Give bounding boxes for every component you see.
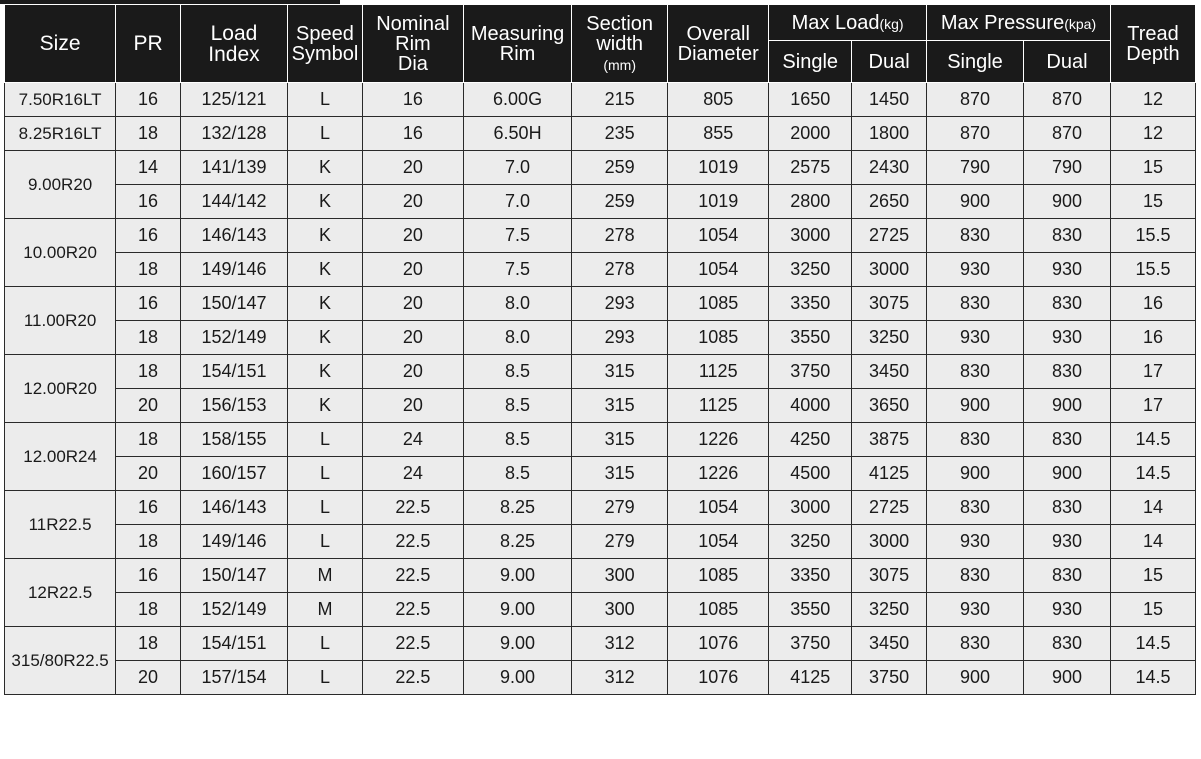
cell-tread-depth: 17: [1110, 389, 1195, 423]
cell-load-index: 149/146: [180, 525, 287, 559]
cell-pressure-dual: 830: [1024, 559, 1111, 593]
cell-speed-symbol: L: [288, 457, 363, 491]
cell-pr: 18: [116, 525, 181, 559]
cell-pressure-single: 900: [926, 185, 1023, 219]
cell-speed-symbol: K: [288, 287, 363, 321]
cell-section-width: 259: [572, 185, 668, 219]
header-load-index-line2: Index: [208, 42, 260, 66]
cell-overall-diameter: 1076: [668, 627, 769, 661]
cell-tread-depth: 15: [1110, 593, 1195, 627]
cell-pr: 18: [116, 423, 181, 457]
cell-rim-dia: 16: [362, 117, 463, 151]
cell-pr: 14: [116, 151, 181, 185]
cell-overall-diameter: 1019: [668, 185, 769, 219]
table-row: [5, 83, 1196, 117]
cell-speed-symbol: K: [288, 185, 363, 219]
header-nominal-line1: Nominal: [376, 12, 450, 35]
header-section-unit: (mm): [603, 56, 636, 73]
cell-load-dual: 3450: [852, 355, 927, 389]
cell-tread-depth: 16: [1110, 321, 1195, 355]
cell-tread-depth: 16: [1110, 287, 1195, 321]
cell-size: 12.00R20: [5, 355, 116, 423]
cell-measuring-rim: 9.00: [463, 661, 571, 695]
cell-measuring-rim: 8.5: [463, 457, 571, 491]
cell-pr: 20: [116, 661, 181, 695]
cell-tread-depth: 14.5: [1110, 661, 1195, 695]
header-pressure-dual-label: Dual: [1046, 50, 1088, 73]
cell-load-dual: 1800: [852, 117, 927, 151]
header-measuring-line2: Rim: [499, 42, 536, 65]
cell-section-width: 279: [572, 525, 668, 559]
header-tread-line1: Tread: [1127, 22, 1179, 45]
header-pressure-single: [926, 41, 1023, 83]
cell-measuring-rim: 8.5: [463, 355, 571, 389]
cell-measuring-rim: 6.50H: [463, 117, 571, 151]
cell-tread-depth: 12: [1110, 83, 1195, 117]
cell-load-single: 3250: [769, 253, 852, 287]
cell-load-index: 144/142: [180, 185, 287, 219]
table-row: [5, 321, 1196, 355]
cell-rim-dia: 20: [362, 185, 463, 219]
cell-overall-diameter: 805: [668, 83, 769, 117]
cell-pressure-dual: 930: [1024, 593, 1111, 627]
cell-load-dual: 3000: [852, 525, 927, 559]
cell-measuring-rim: 7.0: [463, 151, 571, 185]
cell-load-dual: 3250: [852, 321, 927, 355]
cell-load-index: 157/154: [180, 661, 287, 695]
header-load-single: [769, 41, 852, 83]
cell-tread-depth: 15: [1110, 185, 1195, 219]
cell-section-width: 259: [572, 151, 668, 185]
table-row: [5, 355, 1196, 389]
cell-overall-diameter: 1054: [668, 219, 769, 253]
cell-load-dual: 3650: [852, 389, 927, 423]
cell-pressure-dual: 900: [1024, 389, 1111, 423]
table-row: [5, 389, 1196, 423]
cell-section-width: 300: [572, 593, 668, 627]
header-measuring-line1: Measuring: [470, 22, 565, 45]
cell-tread-depth: 15.5: [1110, 219, 1195, 253]
cell-section-width: 235: [572, 117, 668, 151]
header-section-line2: width: [596, 32, 644, 55]
cell-overall-diameter: 1226: [668, 423, 769, 457]
cell-rim-dia: 22.5: [362, 491, 463, 525]
cell-pr: 16: [116, 491, 181, 525]
cell-rim-dia: 20: [362, 355, 463, 389]
cell-overall-diameter: 1085: [668, 559, 769, 593]
cell-overall-diameter: 1054: [668, 525, 769, 559]
table-header: [5, 5, 1196, 83]
table-row: [5, 423, 1196, 457]
table-row: [5, 287, 1196, 321]
cell-section-width: 315: [572, 355, 668, 389]
cell-rim-dia: 20: [362, 321, 463, 355]
cell-measuring-rim: 8.25: [463, 491, 571, 525]
cell-speed-symbol: K: [288, 389, 363, 423]
header-load-dual: [852, 41, 927, 83]
header-load-single-label: Single: [782, 50, 839, 73]
table-row: [5, 457, 1196, 491]
cell-pressure-dual: 930: [1024, 525, 1111, 559]
cell-pr: 16: [116, 219, 181, 253]
cell-pressure-single: 830: [926, 287, 1023, 321]
cell-load-dual: 3250: [852, 593, 927, 627]
cell-pressure-dual: 930: [1024, 253, 1111, 287]
cell-pressure-single: 830: [926, 627, 1023, 661]
cell-tread-depth: 12: [1110, 117, 1195, 151]
cell-load-single: 4125: [769, 661, 852, 695]
cell-tread-depth: 15: [1110, 151, 1195, 185]
cell-load-dual: 3450: [852, 627, 927, 661]
cell-load-dual: 2650: [852, 185, 927, 219]
table-row: [5, 559, 1196, 593]
cell-pr: 16: [116, 559, 181, 593]
cell-section-width: 315: [572, 389, 668, 423]
cell-tread-depth: 14.5: [1110, 457, 1195, 491]
cell-overall-diameter: 1085: [668, 321, 769, 355]
cell-load-dual: 3075: [852, 559, 927, 593]
cell-pr: 18: [116, 627, 181, 661]
cell-pr: 18: [116, 593, 181, 627]
header-overall-diameter: [668, 5, 769, 83]
header-speed-line2: Symbol: [291, 42, 359, 65]
cell-load-single: 3750: [769, 627, 852, 661]
cell-rim-dia: 24: [362, 423, 463, 457]
cell-speed-symbol: L: [288, 491, 363, 525]
cell-measuring-rim: 9.00: [463, 559, 571, 593]
cell-size: 11R22.5: [5, 491, 116, 559]
cell-load-dual: 3875: [852, 423, 927, 457]
cell-size: 9.00R20: [5, 151, 116, 219]
cell-load-single: 4000: [769, 389, 852, 423]
header-load-index: [180, 5, 287, 83]
cell-size: 7.50R16LT: [5, 83, 116, 117]
cell-section-width: 293: [572, 321, 668, 355]
header-pr: [116, 5, 181, 83]
cell-pressure-single: 830: [926, 355, 1023, 389]
cell-size: 12R22.5: [5, 559, 116, 627]
cell-pressure-single: 830: [926, 423, 1023, 457]
cell-speed-symbol: K: [288, 219, 363, 253]
cell-pressure-single: 830: [926, 491, 1023, 525]
cell-overall-diameter: 1226: [668, 457, 769, 491]
cell-load-dual: 3000: [852, 253, 927, 287]
cell-load-dual: 2725: [852, 219, 927, 253]
cell-tread-depth: 15.5: [1110, 253, 1195, 287]
cell-overall-diameter: 1125: [668, 355, 769, 389]
header-tread-line2: Depth: [1126, 42, 1180, 65]
cell-pr: 18: [116, 355, 181, 389]
cell-overall-diameter: 855: [668, 117, 769, 151]
cell-rim-dia: 24: [362, 457, 463, 491]
cell-pressure-dual: 930: [1024, 321, 1111, 355]
cell-rim-dia: 22.5: [362, 661, 463, 695]
cell-speed-symbol: L: [288, 525, 363, 559]
header-row-top: [5, 5, 1196, 41]
cell-rim-dia: 16: [362, 83, 463, 117]
cell-pressure-single: 900: [926, 457, 1023, 491]
cell-measuring-rim: 9.00: [463, 627, 571, 661]
cell-pressure-dual: 830: [1024, 287, 1111, 321]
cell-rim-dia: 22.5: [362, 559, 463, 593]
header-load-dual-label: Dual: [868, 50, 910, 73]
cell-pr: 16: [116, 83, 181, 117]
header-overall-line1: Overall: [686, 22, 750, 45]
cell-load-index: 125/121: [180, 83, 287, 117]
cell-pressure-dual: 830: [1024, 219, 1111, 253]
cell-load-index: 156/153: [180, 389, 287, 423]
cell-speed-symbol: K: [288, 151, 363, 185]
cell-pressure-single: 900: [926, 389, 1023, 423]
cell-load-dual: 4125: [852, 457, 927, 491]
header-section-width: [572, 5, 668, 83]
cell-pressure-dual: 830: [1024, 491, 1111, 525]
table-body: [5, 83, 1196, 695]
header-max-pressure: [926, 5, 1110, 41]
table-row: [5, 661, 1196, 695]
cell-section-width: 312: [572, 661, 668, 695]
header-nominal-rim-dia: [362, 5, 463, 83]
cell-measuring-rim: 8.0: [463, 321, 571, 355]
cell-load-single: 3350: [769, 559, 852, 593]
cell-size: 11.00R20: [5, 287, 116, 355]
table-row: [5, 593, 1196, 627]
header-max-pressure-unit: (kpa): [1064, 15, 1097, 32]
cell-pressure-dual: 830: [1024, 355, 1111, 389]
cell-section-width: 279: [572, 491, 668, 525]
cell-pressure-single: 830: [926, 219, 1023, 253]
header-speed-line1: Speed: [296, 22, 354, 45]
cell-speed-symbol: M: [288, 559, 363, 593]
cell-load-index: 152/149: [180, 593, 287, 627]
cell-overall-diameter: 1019: [668, 151, 769, 185]
header-pressure-single-label: Single: [947, 50, 1003, 73]
cell-rim-dia: 20: [362, 287, 463, 321]
cell-size: 10.00R20: [5, 219, 116, 287]
cell-load-index: 158/155: [180, 423, 287, 457]
table-row: [5, 491, 1196, 525]
tire-spec-table: [4, 4, 1196, 695]
cell-speed-symbol: L: [288, 661, 363, 695]
cell-overall-diameter: 1054: [668, 253, 769, 287]
cell-load-dual: 2725: [852, 491, 927, 525]
cell-measuring-rim: 8.5: [463, 423, 571, 457]
cell-pressure-dual: 870: [1024, 117, 1111, 151]
cell-overall-diameter: 1076: [668, 661, 769, 695]
cell-pressure-dual: 900: [1024, 185, 1111, 219]
cell-measuring-rim: 7.5: [463, 219, 571, 253]
header-size-label: Size: [39, 32, 81, 55]
cell-size: 315/80R22.5: [5, 627, 116, 695]
cell-load-dual: 2430: [852, 151, 927, 185]
cell-measuring-rim: 8.5: [463, 389, 571, 423]
cell-pressure-dual: 900: [1024, 661, 1111, 695]
cell-rim-dia: 22.5: [362, 593, 463, 627]
cell-section-width: 312: [572, 627, 668, 661]
cell-pressure-dual: 790: [1024, 151, 1111, 185]
cell-load-single: 3250: [769, 525, 852, 559]
header-speed-symbol: [288, 5, 363, 83]
cell-tread-depth: 17: [1110, 355, 1195, 389]
cell-overall-diameter: 1054: [668, 491, 769, 525]
cell-section-width: 300: [572, 559, 668, 593]
cell-tread-depth: 14.5: [1110, 423, 1195, 457]
cell-rim-dia: 20: [362, 219, 463, 253]
cell-pr: 20: [116, 389, 181, 423]
cell-pressure-dual: 830: [1024, 423, 1111, 457]
cell-load-single: 4500: [769, 457, 852, 491]
table-row: [5, 117, 1196, 151]
cell-section-width: 215: [572, 83, 668, 117]
cell-tread-depth: 14: [1110, 491, 1195, 525]
cell-pressure-dual: 870: [1024, 83, 1111, 117]
cell-load-single: 3000: [769, 491, 852, 525]
cell-pressure-single: 930: [926, 253, 1023, 287]
cell-pressure-single: 830: [926, 559, 1023, 593]
table-row: [5, 525, 1196, 559]
cell-pr: 18: [116, 321, 181, 355]
cell-rim-dia: 22.5: [362, 627, 463, 661]
cell-load-index: 160/157: [180, 457, 287, 491]
cell-load-index: 152/149: [180, 321, 287, 355]
cell-rim-dia: 22.5: [362, 525, 463, 559]
header-max-pressure-label: Max Pressure: [940, 11, 1065, 34]
table-row: [5, 151, 1196, 185]
header-overall-line2: Diameter: [677, 42, 759, 65]
cell-speed-symbol: L: [288, 83, 363, 117]
cell-speed-symbol: L: [288, 423, 363, 457]
cell-load-index: 132/128: [180, 117, 287, 151]
header-max-load-label: Max Load: [791, 11, 880, 34]
cell-speed-symbol: K: [288, 321, 363, 355]
cell-load-index: 149/146: [180, 253, 287, 287]
header-pr-label: PR: [133, 32, 163, 55]
table-row: [5, 627, 1196, 661]
cell-section-width: 315: [572, 423, 668, 457]
header-load-index-line1: Load: [210, 21, 258, 45]
cell-load-single: 2000: [769, 117, 852, 151]
cell-load-single: 3550: [769, 321, 852, 355]
cell-section-width: 293: [572, 287, 668, 321]
header-measuring-rim: [463, 5, 571, 83]
cell-tread-depth: 14: [1110, 525, 1195, 559]
cell-pressure-dual: 830: [1024, 627, 1111, 661]
table-row: [5, 219, 1196, 253]
cell-rim-dia: 20: [362, 389, 463, 423]
cell-pr: 20: [116, 457, 181, 491]
header-nominal-line2: Rim: [395, 32, 431, 55]
header-size: [5, 5, 116, 83]
cell-load-dual: 1450: [852, 83, 927, 117]
cell-pressure-single: 870: [926, 117, 1023, 151]
cell-rim-dia: 20: [362, 253, 463, 287]
cell-measuring-rim: 9.00: [463, 593, 571, 627]
header-tread-depth: [1110, 5, 1195, 83]
cell-rim-dia: 20: [362, 151, 463, 185]
cell-pr: 18: [116, 117, 181, 151]
cell-size: 12.00R24: [5, 423, 116, 491]
cell-load-index: 141/139: [180, 151, 287, 185]
cell-load-single: 3350: [769, 287, 852, 321]
cell-load-dual: 3075: [852, 287, 927, 321]
cell-load-single: 3550: [769, 593, 852, 627]
cell-speed-symbol: K: [288, 253, 363, 287]
cell-measuring-rim: 6.00G: [463, 83, 571, 117]
cell-pressure-single: 900: [926, 661, 1023, 695]
cell-load-single: 3750: [769, 355, 852, 389]
cell-load-index: 150/147: [180, 287, 287, 321]
header-pressure-dual: [1024, 41, 1111, 83]
cell-section-width: 278: [572, 219, 668, 253]
cell-section-width: 278: [572, 253, 668, 287]
cell-pressure-dual: 900: [1024, 457, 1111, 491]
cell-tread-depth: 15: [1110, 559, 1195, 593]
cell-pr: 16: [116, 287, 181, 321]
cell-tread-depth: 14.5: [1110, 627, 1195, 661]
header-nominal-line3: Dia: [397, 52, 428, 75]
table-row: [5, 185, 1196, 219]
cell-load-dual: 3750: [852, 661, 927, 695]
cell-load-single: 3000: [769, 219, 852, 253]
cell-overall-diameter: 1085: [668, 287, 769, 321]
cell-load-index: 154/151: [180, 627, 287, 661]
cell-load-index: 154/151: [180, 355, 287, 389]
header-max-load-unit: (kg): [879, 15, 904, 32]
cell-overall-diameter: 1125: [668, 389, 769, 423]
cell-speed-symbol: L: [288, 117, 363, 151]
cell-section-width: 315: [572, 457, 668, 491]
cell-load-index: 150/147: [180, 559, 287, 593]
cell-load-single: 2575: [769, 151, 852, 185]
cell-pressure-single: 790: [926, 151, 1023, 185]
cell-pressure-single: 930: [926, 525, 1023, 559]
cell-pr: 16: [116, 185, 181, 219]
cell-pr: 18: [116, 253, 181, 287]
cell-pressure-single: 930: [926, 593, 1023, 627]
cell-speed-symbol: K: [288, 355, 363, 389]
cell-speed-symbol: L: [288, 627, 363, 661]
cell-load-index: 146/143: [180, 219, 287, 253]
cell-measuring-rim: 7.0: [463, 185, 571, 219]
cell-load-single: 2800: [769, 185, 852, 219]
table-row: [5, 253, 1196, 287]
cell-load-single: 1650: [769, 83, 852, 117]
cell-speed-symbol: M: [288, 593, 363, 627]
cell-measuring-rim: 8.0: [463, 287, 571, 321]
cell-size: 8.25R16LT: [5, 117, 116, 151]
cell-pressure-single: 870: [926, 83, 1023, 117]
cell-load-single: 4250: [769, 423, 852, 457]
header-section-line1: Section: [586, 12, 654, 35]
cell-load-index: 146/143: [180, 491, 287, 525]
cell-measuring-rim: 8.25: [463, 525, 571, 559]
cell-measuring-rim: 7.5: [463, 253, 571, 287]
header-max-load: [769, 5, 927, 41]
cell-overall-diameter: 1085: [668, 593, 769, 627]
cell-pressure-single: 930: [926, 321, 1023, 355]
